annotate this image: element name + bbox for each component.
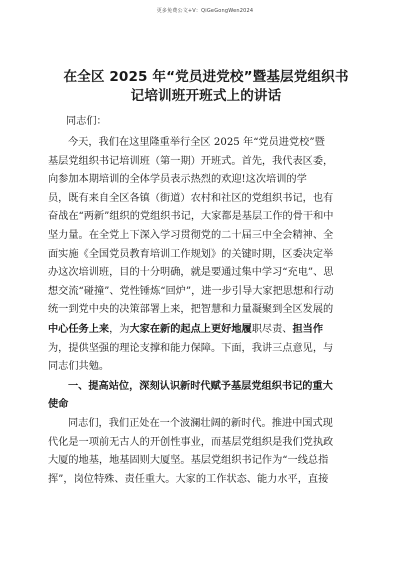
paragraph-line: 奋战在“两新”组织的党组织书记，大家都是基层工作的骨干和中	[48, 211, 334, 223]
section-heading	[48, 378, 364, 415]
paragraph-line: 为，提供坚强的理论支撑和能力保障。下面，我讲三点意见，与	[48, 342, 334, 354]
heading-line: 使命	[48, 399, 69, 411]
watermark-text: 更多免费公文+V：QiGeGongWen2024	[156, 8, 254, 14]
document-page	[48, 68, 364, 489]
paragraph-line: 坚力量。在全党上下深入学习贯彻党的二十届三中全会精神、全	[48, 229, 334, 241]
paragraph-line: 员，既有来自全区各镇（街道）农村和社区的党组织书记，也有	[48, 192, 334, 204]
plain-text: ，为	[109, 323, 130, 335]
paragraph-line: 同志们，我们正处在一个波澜壮阔的新时代。推进中国式现	[68, 417, 333, 429]
title-line: 记培训班开班式上的讲话	[130, 88, 282, 104]
paragraph-line: 统一到党中央的决策部署上来，把智慧和力量凝聚到全区发展的	[48, 304, 334, 316]
title-line: 在全区 2025 年“党员进党校”暨基层党组织书	[63, 69, 349, 85]
paragraph-line: 向参加本期培训的全体学员表示热烈的欢迎!这次培训的学	[48, 174, 307, 186]
heading-line: 一、提高站位，深刻认识新时代赋予基层党组织书记的重大	[68, 380, 333, 392]
paragraph-line: 同志们共勉。	[48, 361, 110, 373]
salutation: 同志们：	[66, 116, 107, 127]
emphasis-text: 担当作	[292, 322, 324, 335]
paragraph-line: 挥”，岗位特殊、责任重大。大家的工作状态、能力水平，直接	[48, 473, 329, 485]
paragraph-line: 基层党组织书记培训班（第一期）开班式。首先，我代表区委，	[48, 155, 334, 167]
paragraph-line-emphasis	[48, 320, 364, 340]
paragraph-line: 想交流“碰撞”、党性锤炼“回炉”，进一步引导大家把思想和行动	[48, 285, 334, 297]
document-title	[48, 68, 364, 106]
plain-text: 职尽责、	[251, 323, 293, 335]
emphasis-text: 中心任务上来	[48, 322, 110, 335]
paragraph-line: 代化是一项前无古人的开创性事业，而基层党组织是我们党执政	[48, 436, 334, 448]
emphasis-text: 大家在新的起点上更好地履	[129, 322, 252, 335]
paragraph-line: 大厦的地基，地基固则大厦坚。基层党组织书记作为“一线总指	[48, 455, 329, 467]
paragraph-line: 面实施《全国党员教育培训工作规划》的关键时期，区委决定举	[48, 248, 334, 260]
paragraph-intro	[48, 134, 364, 377]
paragraph-line: 今天，我们在这里隆重举行全区 2025 年“党员进党校”暨	[68, 137, 325, 148]
paragraph-section1	[48, 415, 364, 489]
paragraph-line: 办这次培训班，目的十分明确，就是要通过集中学习“充电”、思	[48, 267, 334, 279]
